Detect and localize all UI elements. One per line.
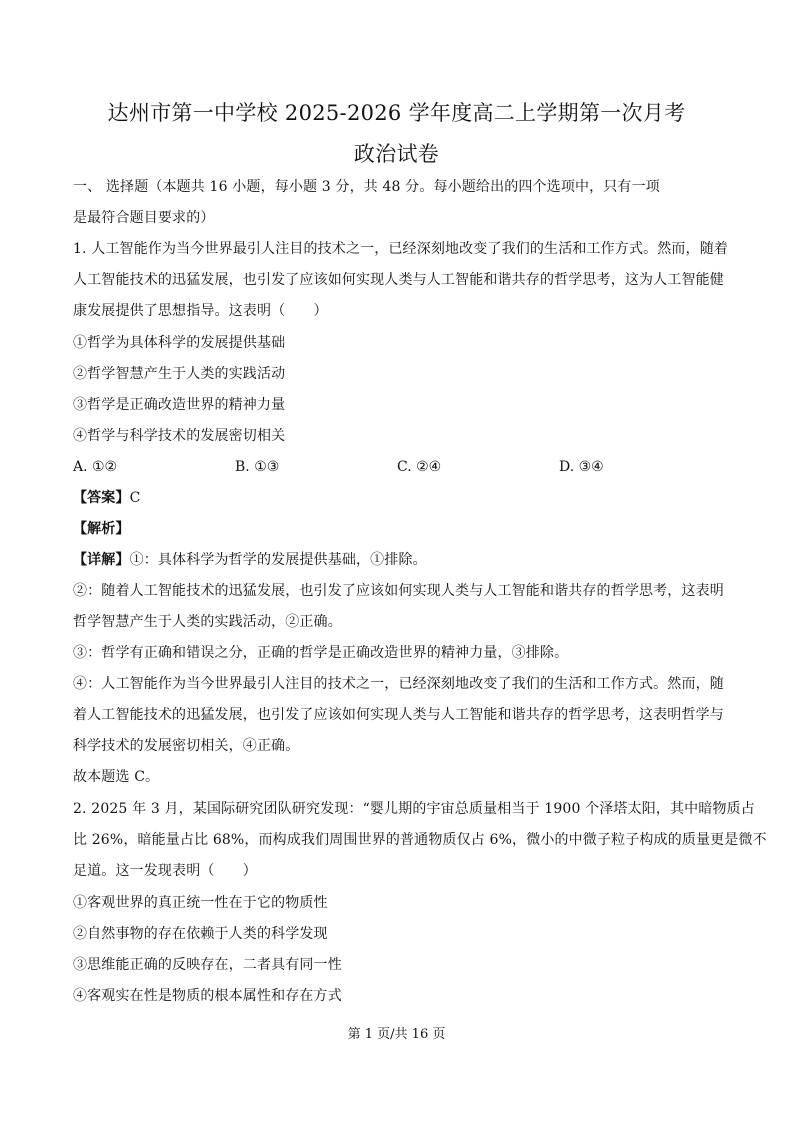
q1-statement: ④哲学与科学技术的发展密切相关 — [73, 428, 286, 444]
q1-analysis-line — [73, 519, 130, 539]
q2-stem-line: 比 26%，暗能量占比 68%，而构成我们周围世界的普通物质仅占 6%，微小的中微子粒子构成的质量更是微不 — [73, 832, 767, 848]
q2-statement: ③思维能正确的反映存在，二者具有同一性 — [73, 957, 342, 973]
q1-detail-line: ④：人工智能作为当今世界最引人注目的技术之一，已经深刻地改变了我们的生活和工作方式。然而，随 — [73, 676, 724, 692]
q2-stem-line: 2. 2025 年 3 月，某国际研究团队研究发现：“婴儿期的宇宙总质量相当于 1900 个泽塔太阳，其中暗物质占 — [73, 801, 755, 817]
q1-statement: ③哲学是正确改造世界的精神力量 — [73, 397, 286, 413]
page-number: 第 1 页/共 16 页 — [347, 1027, 446, 1042]
q2-statement: ④客观实在性是物质的根本属性和存在方式 — [73, 988, 342, 1004]
analysis-tag: 【解析】 — [73, 521, 130, 537]
q1-statement: ①哲学为具体科学的发展提供基础 — [73, 335, 286, 351]
answer-value: C — [129, 490, 141, 506]
detail-tag: 【详解】 — [73, 552, 130, 568]
q1-detail-line: 科学技术的发展密切相关，④正确。 — [73, 738, 300, 754]
section-heading-line-1: 一、 选择题（本题共 16 小题，每小题 3 分，共 48 分。每小题给出的四个选项中，只有一项 — [73, 179, 660, 195]
detail-text: ①：具体科学为哲学的发展提供基础，①排除。 — [129, 552, 427, 568]
q1-conclusion: 故本题选 C。 — [73, 769, 160, 785]
q2-stem-line: 足道。这一发现表明（ ） — [73, 863, 257, 879]
q2-statement: ②自然事物的存在依赖于人类的科学发现 — [73, 926, 328, 942]
q1-detail-line: ②：随着人工智能技术的迅猛发展，也引发了应该如何实现人类与人工智能和谐共存的哲学思考，这表明 — [73, 583, 724, 599]
q1-detail-line: ③：哲学有正确和错误之分，正确的哲学是正确改造世界的精神力量，③排除。 — [73, 645, 569, 661]
q1-stem-line: 人工智能技术的迅猛发展，也引发了应该如何实现人类与人工智能和谐共存的哲学思考，这为人工智能健 — [73, 272, 724, 288]
exam-subtitle: 政治试卷 — [353, 142, 440, 166]
section-heading-line-2: 是最符合题目要求的） — [73, 210, 215, 226]
q1-answer-line — [73, 488, 140, 508]
q1-option-a: A. ①② — [73, 459, 118, 475]
q1-stem-line: 1. 人工智能作为当今世界最引人注目的技术之一，已经深刻地改变了我们的生活和工作方式。然而，随着 — [73, 241, 729, 257]
exam-title: 达州市第一中学校 2025-2026 学年度高二上学期第一次月考 — [107, 101, 686, 125]
q2-statement: ①客观世界的真正统一性在于它的物质性 — [73, 895, 328, 911]
q1-option-d: D. ③④ — [559, 459, 604, 475]
q1-detail-line — [73, 550, 427, 570]
q1-detail-line: 哲学智慧产生于人类的实践活动，②正确。 — [73, 614, 342, 630]
q1-option-b: B. ①③ — [235, 459, 280, 475]
answer-tag: 【答案】 — [73, 490, 130, 506]
q1-statement: ②哲学智慧产生于人类的实践活动 — [73, 366, 286, 382]
q1-stem-line: 康发展提供了思想指导。这表明（ ） — [73, 303, 328, 319]
q1-detail-line: 着人工智能技术的迅猛发展，也引发了应该如何实现人类与人工智能和谐共存的哲学思考，这表明哲学与 — [73, 707, 724, 723]
q1-option-c: C. ②④ — [397, 459, 442, 475]
